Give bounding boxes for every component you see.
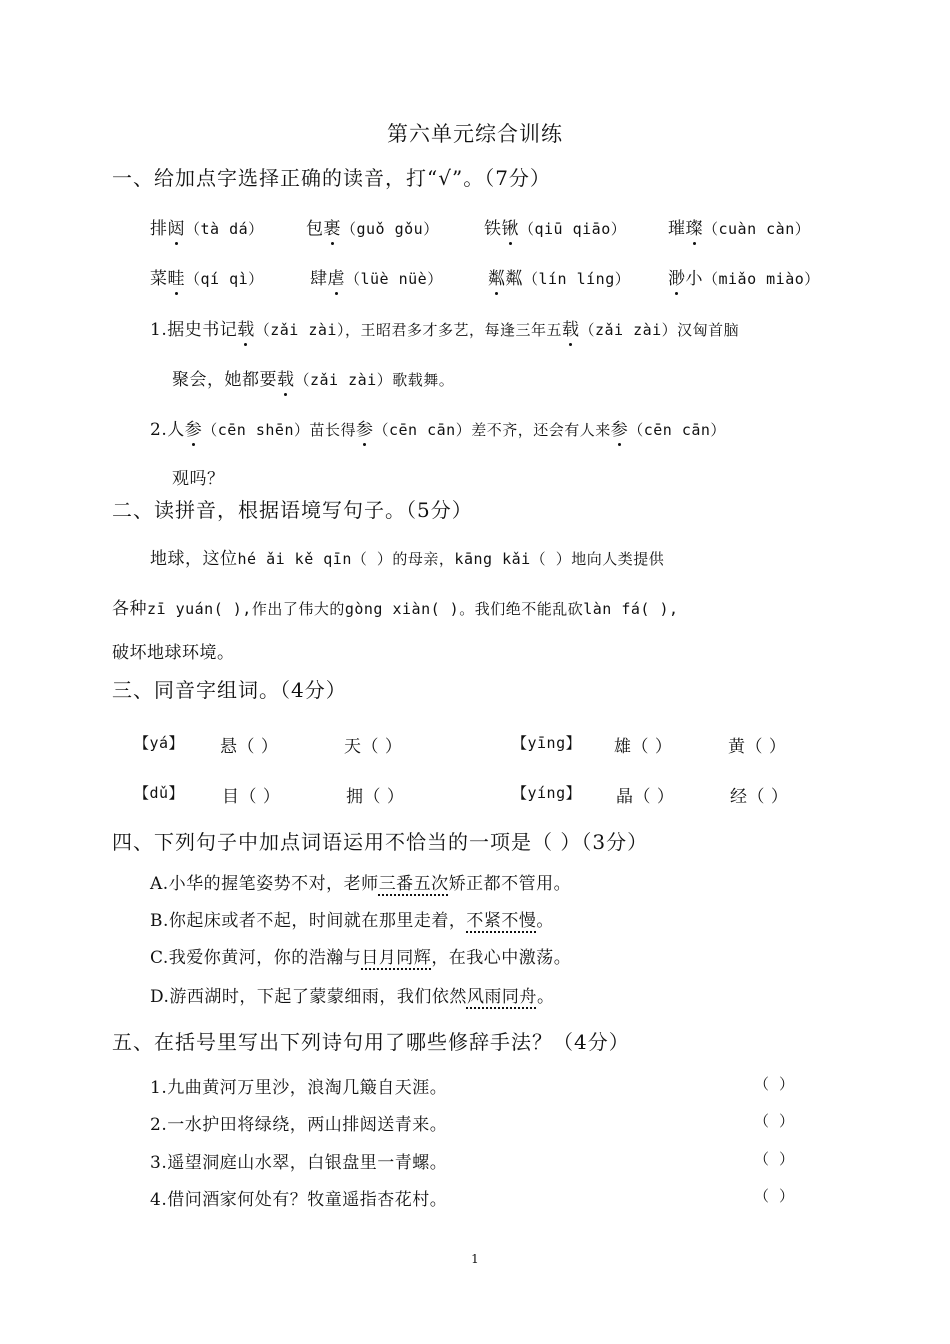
section3-heading: 三、同音字组词。（4分） xyxy=(112,678,347,702)
dotted-char: 参 xyxy=(356,415,374,440)
dotted-char: 渺 xyxy=(668,264,686,289)
s1-row1-item2: 包裹（guǒ gǒu） xyxy=(306,214,439,239)
s1-item1-line1: 1.据史书记载（zǎi zài），王昭君多才多艺，每逢三年五载（zǎi zài）汉匈首脑 xyxy=(150,315,739,340)
s1-row1-item1: 排闼（tà dá） xyxy=(150,214,264,239)
s3-pinyin: 【yíng】 xyxy=(512,784,582,802)
s3-word: 天（ ） xyxy=(344,737,403,757)
dotted-char: 璨 xyxy=(686,214,704,239)
s5-item-1: 1.九曲黄河万里沙，浪淘几簸自天涯。 xyxy=(150,1078,448,1098)
dotted-char: 载 xyxy=(237,315,255,340)
dotted-char: 锹 xyxy=(502,214,520,239)
s3-pinyin: 【dǔ】 xyxy=(134,784,185,802)
s3-word: 拥（ ） xyxy=(346,787,405,807)
dotted-word: 不紧不慢 xyxy=(466,911,537,931)
dotted-char: 粼 xyxy=(488,264,506,289)
s4-option-d: D.游西湖时，下起了蒙蒙细雨，我们依然风雨同舟。 xyxy=(150,987,555,1007)
dotted-word: 三番五次 xyxy=(378,874,449,894)
s3-word: 悬（ ） xyxy=(220,737,279,757)
s1-row1-item3: 铁锹（qiū qiāo） xyxy=(484,214,626,239)
s5-answer-paren: （ ） xyxy=(754,1112,795,1130)
s5-answer-paren: （ ） xyxy=(754,1075,795,1093)
s5-item-3: 3.遥望洞庭山水翠，白银盘里一青螺。 xyxy=(150,1153,448,1173)
s1-row1-item4: 璀璨（cuàn càn） xyxy=(668,214,810,239)
s5-item-2: 2.一水护田将绿绕，两山排闼送青来。 xyxy=(150,1115,448,1135)
s4-option-a: A.小华的握笔姿势不对，老师三番五次矫正都不管用。 xyxy=(150,874,572,894)
s1-item1-line2: 聚会，她都要载（zǎi zài）歌载舞。 xyxy=(172,365,454,390)
s3-pinyin: 【yīng】 xyxy=(512,734,582,752)
dotted-char: 虐 xyxy=(328,264,346,289)
s1-row2-item1: 菜畦（qí qì） xyxy=(150,264,264,289)
s2-line1: 地球，这位hé ǎi kě qīn（ ）的母亲，kāng kǎi（ ）地向人类提供 xyxy=(150,549,665,569)
s1-row2-item2: 肆虐（lüè nüè） xyxy=(310,264,443,289)
dotted-char: 畦 xyxy=(168,264,186,289)
s4-option-c: C.我爱你黄河，你的浩瀚与日月同辉，在我心中激荡。 xyxy=(150,948,572,968)
s1-row2-item4: 渺小（miǎo miào） xyxy=(668,264,820,289)
dotted-char: 裹 xyxy=(324,214,342,239)
s3-word: 经（ ） xyxy=(730,787,789,807)
dotted-char: 参 xyxy=(185,415,203,440)
s3-pinyin: 【yá】 xyxy=(134,734,185,752)
s2-line3: 破坏地球环境。 xyxy=(112,643,235,663)
dotted-word: 风雨同舟 xyxy=(466,987,537,1007)
s3-word: 黄（ ） xyxy=(728,737,787,757)
s1-row2-item3: 粼粼（lín líng） xyxy=(488,264,630,289)
s5-answer-paren: （ ） xyxy=(754,1187,795,1205)
dotted-char: 载 xyxy=(562,315,580,340)
dotted-char: 闼 xyxy=(168,214,186,239)
s1-item2-line1: 2.人参（cēn shēn）苗长得参（cēn cān）差不齐，还会有人来参（cēn cān） xyxy=(150,415,726,440)
section5-heading: 五、在括号里写出下列诗句用了哪些修辞手法？（4分） xyxy=(112,1030,630,1054)
s3-word: 目（ ） xyxy=(222,787,281,807)
dotted-char: 参 xyxy=(611,415,629,440)
dotted-word: 日月同辉 xyxy=(361,948,432,968)
s2-line2: 各种zī yuán( ),作出了伟大的gòng xiàn( )。我们绝不能乱砍làn fá( ), xyxy=(112,599,679,619)
page-number: 1 xyxy=(471,1252,479,1266)
section1-heading: 一、给加点字选择正确的读音，打“√”。（7分） xyxy=(112,166,551,190)
s4-option-b: B.你起床或者不起，时间就在那里走着，不紧不慢。 xyxy=(150,911,554,931)
s1-item2-line2: 观吗？ xyxy=(172,469,225,489)
page-title: 第六单元综合训练 xyxy=(387,122,563,146)
section4-heading: 四、下列句子中加点词语运用不恰当的一项是（ ）（3分） xyxy=(112,830,649,854)
s3-word: 晶（ ） xyxy=(616,787,675,807)
s5-answer-paren: （ ） xyxy=(754,1150,795,1168)
section2-heading: 二、读拼音，根据语境写句子。（5分） xyxy=(112,498,473,522)
s3-word: 雄（ ） xyxy=(614,737,673,757)
dotted-char: 载 xyxy=(277,365,295,390)
s5-item-4: 4.借问酒家何处有？牧童遥指杏花村。 xyxy=(150,1190,448,1210)
